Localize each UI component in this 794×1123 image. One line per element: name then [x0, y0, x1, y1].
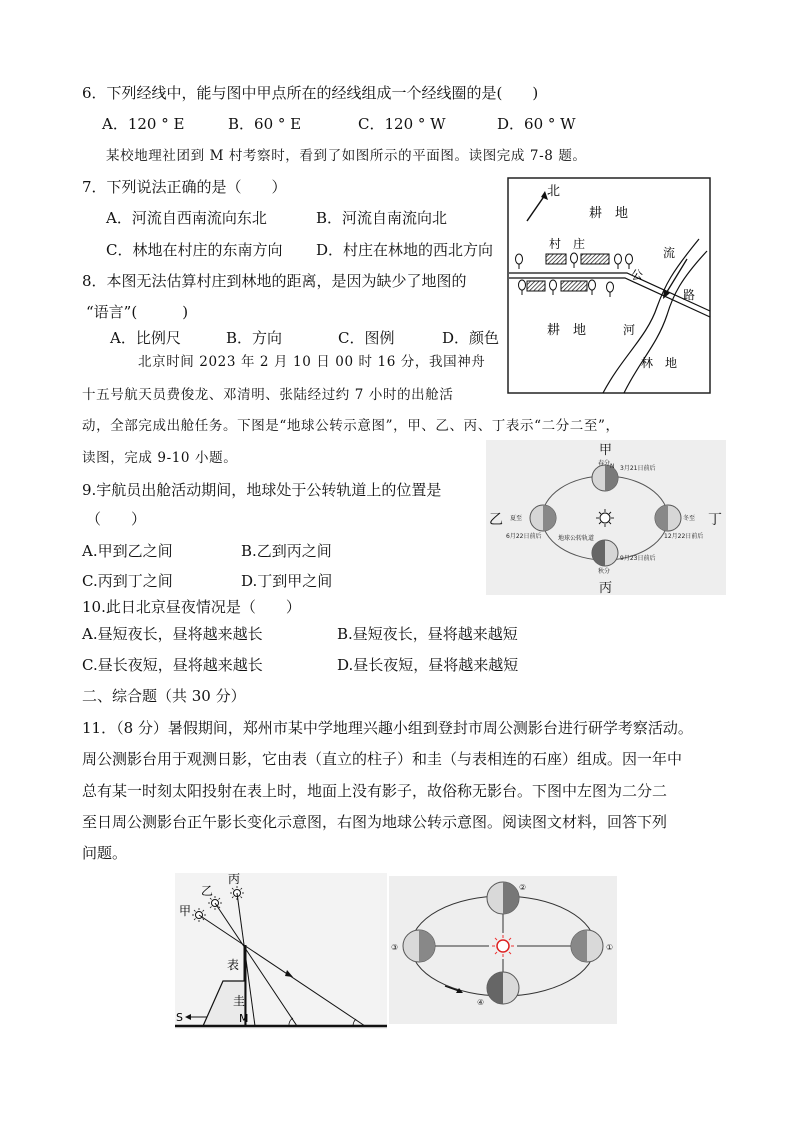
m-label: M	[239, 1012, 249, 1025]
earth-bottom	[592, 540, 618, 566]
tree-icon	[571, 253, 578, 263]
summer-label: 夏至	[510, 515, 523, 522]
q9-stem-2: （ ）	[86, 510, 147, 528]
map-road-label-1: 公	[631, 268, 644, 282]
s-label: S	[176, 1011, 183, 1024]
autumn-date: 9月23日前后	[620, 555, 656, 562]
q11-line1: 11．（8 分）暑假期间，郑州市某中学地理兴趣小组到登封市周公测影台进行研学考察活动。	[82, 719, 693, 737]
q9-option-b: B.乙到丙之间	[241, 542, 332, 560]
map-road-label-2: 路	[683, 288, 696, 302]
intro-9-10-line1: 北京时间 2023 年 2 月 10 日 00 时 16 分，我国神舟	[138, 354, 486, 370]
q8-stem-2: “语言”( )	[86, 303, 189, 321]
q7-option-c: C．林地在村庄的东南方向	[106, 241, 283, 259]
tree-icon	[626, 254, 633, 264]
tree-icon	[607, 282, 614, 292]
earth2-top	[487, 882, 519, 914]
q7-option-a: A．河流自西南流向东北	[106, 209, 267, 227]
tree-icon	[615, 254, 622, 264]
orbit-yi-label: 乙	[489, 512, 503, 528]
village-block	[527, 281, 545, 291]
village-block	[546, 254, 566, 264]
orbit2-p4-label: ④	[477, 998, 485, 1007]
q9-stem: 9.宇航员出舱活动期间，地球处于公转轨道上的位置是	[82, 481, 442, 499]
q8-option-a: A．比例尺	[110, 329, 181, 347]
biao-label: 表	[227, 958, 240, 972]
q9-option-a: A.甲到乙之间	[82, 542, 173, 560]
q8-option-b: B．方向	[226, 329, 283, 347]
village-block	[561, 281, 587, 291]
q7-option-b: B．河流自南流向北	[316, 209, 448, 227]
shadow-yi-label: 乙	[201, 884, 214, 898]
map-flow-label: 流	[663, 246, 676, 260]
intro-7-8: 某校地理社团到 M 村考察时，看到了如图所示的平面图。读图完成 7-8 题。	[106, 148, 587, 164]
q8-option-c: C．图例	[338, 329, 395, 347]
gui-label: 圭	[233, 994, 246, 1008]
q8-option-d: D．颜色	[442, 329, 500, 347]
winter-label: 冬至	[683, 515, 696, 522]
orbit2-p3-label: ③	[391, 943, 399, 952]
q7-option-d: D．村庄在林地的西北方向	[316, 241, 494, 259]
tree-icon	[550, 280, 557, 290]
shadow-length-figure	[175, 873, 387, 1029]
map-river-label: 河	[623, 323, 636, 337]
winter-date: 12月22日前后	[664, 533, 704, 540]
orbit-jia-label: 甲	[599, 443, 613, 458]
orbit2-p1-label: ①	[606, 943, 614, 952]
orbit-name-label: 地球公转轨道	[558, 535, 595, 542]
spring-date: 3月21日前后	[620, 465, 656, 472]
q9-option-d: D.丁到甲之间	[241, 572, 333, 590]
earth-orbit-figure-1	[486, 440, 726, 595]
q11-line2: 周公测影台用于观测日影，它由表（直立的柱子）和圭（与表相连的石座）组成。因一年中	[82, 750, 683, 768]
map-north-label: 北	[547, 184, 561, 199]
q6-option-a: A．120 ° E	[102, 115, 185, 133]
q10-option-c: C.昼长夜短，昼将越来越长	[82, 656, 263, 674]
intro-9-10-line2: 十五号航天员费俊龙、邓清明、张陆经过约 7 小时的出舱活	[82, 387, 454, 403]
map-farmland-1: 耕 地	[589, 206, 629, 221]
shadow-bing-label: 丙	[228, 873, 241, 886]
q11-line4: 至日周公测影台正午影长变化示意图，右图为地球公转示意图。阅读图文材料，回答下列	[82, 813, 668, 831]
tree-icon	[516, 254, 523, 264]
q10-option-a: A.昼短夜长，昼将越来越长	[82, 625, 263, 643]
earth2-bottom	[487, 972, 519, 1004]
earth-right	[655, 505, 681, 531]
q11-line5: 问题。	[82, 844, 128, 862]
np-label: N	[610, 463, 615, 470]
orbit2-p2-label: ②	[519, 883, 527, 892]
q10-option-d: D.昼长夜短，昼将越来越短	[337, 656, 519, 674]
tree-icon	[589, 280, 596, 290]
q6-option-b: B．60 ° E	[228, 115, 302, 133]
q10-stem: 10.此日北京昼夜情况是（ ）	[82, 598, 301, 616]
q11-line3: 总有某一时刻太阳投射在表上时，地面上没有影子，故俗称无影台。下图中左图为二分二	[82, 782, 668, 800]
shadow-jia-label: 甲	[179, 904, 192, 918]
earth-orbit-figure-2	[389, 876, 617, 1024]
summer-date: 6月22日前后	[506, 533, 542, 540]
q6-stem: 6．下列经线中，能与图中甲点所在的经线组成一个经线圈的是( )	[82, 84, 539, 102]
q6-option-d: D．60 ° W	[497, 115, 576, 133]
q7-stem: 7．下列说法正确的是（ ）	[82, 178, 287, 196]
earth-left	[530, 505, 556, 531]
tree-icon	[519, 280, 526, 290]
map-forest-label: 林 地	[641, 356, 678, 370]
village-block	[581, 254, 609, 264]
autumn-label: 秋分	[598, 568, 611, 575]
earth2-left	[403, 930, 435, 962]
q10-option-b: B.昼短夜长，昼将越来越短	[337, 625, 518, 643]
section-2-heading: 二、综合题（共 30 分）	[82, 687, 246, 705]
q8-stem: 8．本图无法估算村庄到林地的距离，是因为缺少了地图的	[82, 272, 467, 290]
q6-option-c: C．120 ° W	[358, 115, 446, 133]
spring-label: 春分	[598, 460, 611, 467]
q9-option-c: C.丙到丁之间	[82, 572, 173, 590]
village-map-figure	[507, 177, 711, 394]
intro-9-10-line4: 读图，完成 9-10 小题。	[82, 450, 238, 466]
map-village-label: 村 庄	[549, 237, 586, 251]
intro-9-10-line3: 动，全部完成出舱任务。下图是“地球公转示意图”，甲、乙、丙、丁表示“二分二至”，	[82, 418, 620, 434]
orbit-ding-label: 丁	[708, 512, 722, 528]
orbit-bing-label: 丙	[599, 581, 613, 595]
earth2-right	[571, 930, 603, 962]
map-farmland-2: 耕 地	[547, 323, 587, 338]
